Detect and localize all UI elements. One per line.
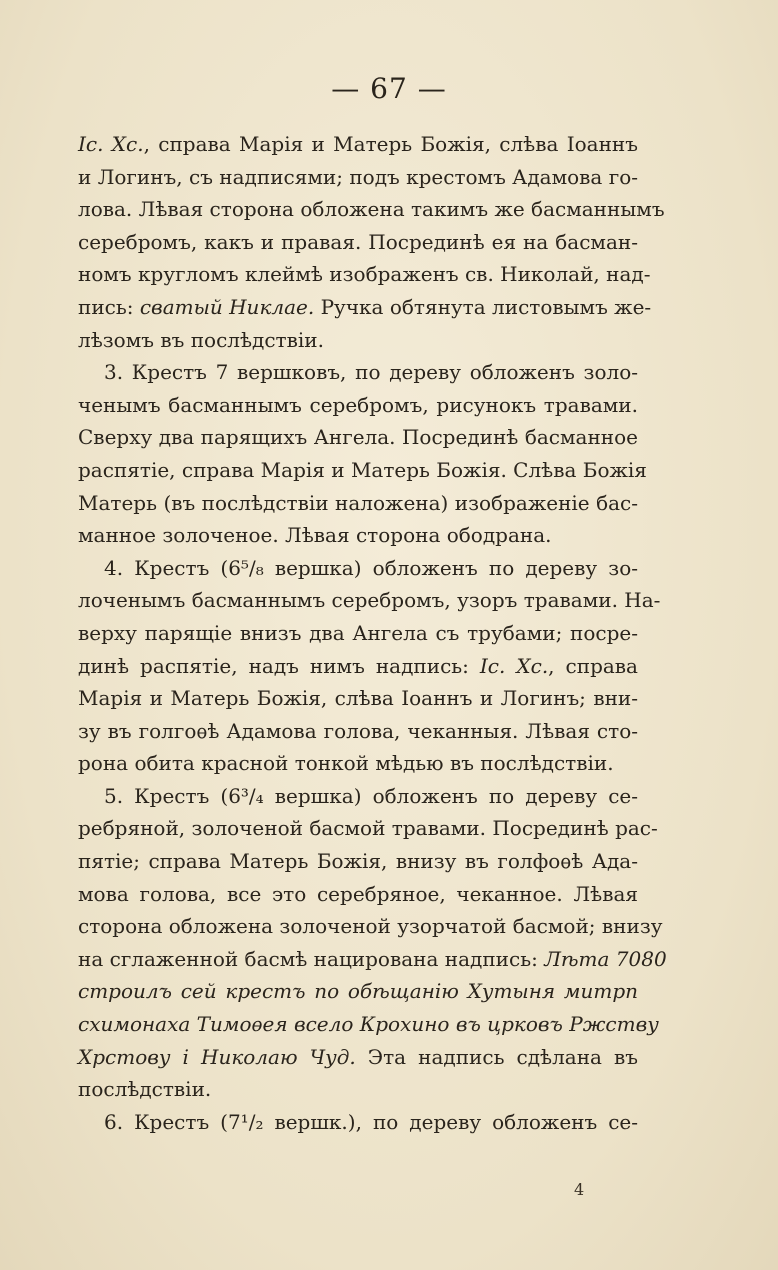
text-line (78, 389, 638, 422)
text-segment: Марія и Матерь Божія, слѣва Іоаннъ и Логинъ; вни- (78, 686, 638, 711)
text-line (78, 1106, 638, 1139)
text-line (78, 845, 638, 878)
text-segment: распятіе, справа Марія и Матерь Божія. Слѣва Божія (78, 457, 647, 482)
text-segment: 3. Крестъ 7 вершковъ, по дереву обложенъ золо- (104, 360, 638, 385)
text-segment: номъ кругломъ клеймѣ изображенъ св. Николай, над- (78, 262, 651, 287)
text-segment: рона обита красной тонкой мѣдью въ послѣдствіи. (78, 751, 614, 776)
italic-text-segment: строилъ сей крестъ по обѣщанію Хутыня митрп (78, 979, 638, 1004)
text-line (78, 454, 647, 487)
text-segment: пись: (78, 294, 140, 319)
text-segment: 5. Крестъ (6³/₄ вершка) обложенъ по дереву се- (104, 783, 638, 808)
text-segment: , справа Марія и Матерь Божія, слѣва Іоаннъ (143, 132, 638, 156)
text-line (78, 193, 665, 226)
text-segment: сторона обложена золоченой узорчатой басмой; внизу (78, 914, 663, 939)
text-line (78, 421, 638, 454)
text-segment: и Логинъ, съ надписями; подъ крестомъ Адамова го- (78, 164, 638, 189)
text-line (78, 552, 638, 585)
text-segment: послѣдствіи. (78, 1077, 212, 1102)
text-line (78, 519, 638, 552)
text-line (78, 584, 661, 617)
text-line (78, 161, 638, 194)
text-segment: лоченымъ басманнымъ серебромъ, узоръ травами. На- (78, 588, 661, 613)
text-segment: , справа (548, 653, 638, 678)
text-segment: на сглаженной басмѣ нацирована надпись: (78, 946, 545, 971)
text-line (78, 1008, 659, 1041)
text-line (78, 780, 638, 813)
text-segment: пятіе; справа Матерь Божія, внизу въ голфоѳѣ Ада- (78, 849, 638, 874)
text-segment: манное золоченое. Лѣвая сторона ободрана. (78, 523, 552, 548)
text-line (78, 128, 638, 161)
italic-text-segment: Хрстову і Николаю Чуд. (78, 1044, 356, 1069)
signature-mark: 4 (574, 1180, 585, 1199)
body-text (78, 128, 667, 1138)
text-segment: серебромъ, какъ и правая. Посрединѣ ея на басман- (78, 229, 638, 254)
text-line (78, 975, 638, 1008)
text-line (78, 812, 658, 845)
text-line (78, 943, 667, 976)
text-segment: лова. Лѣвая сторона обложена такимъ же басманнымъ (78, 197, 665, 222)
text-line (78, 324, 638, 357)
text-segment: Матерь (въ послѣдствіи наложена) изображеніе бас- (78, 490, 638, 515)
text-line (78, 487, 638, 520)
text-line (78, 617, 638, 650)
text-line (78, 747, 638, 780)
text-segment: Сверху два парящихъ Ангела. Посрединѣ басманное (78, 425, 638, 450)
text-segment: верху парящіе внизъ два Ангела съ трубами; посре- (78, 620, 638, 645)
text-line (78, 1073, 638, 1106)
text-line (78, 1041, 638, 1074)
text-segment: ченымъ басманнымъ серебромъ, рисунокъ травами. (78, 392, 638, 417)
text-line (78, 910, 663, 943)
text-line (78, 291, 652, 324)
text-line (78, 356, 638, 389)
text-segment: Эта надпись сдѣлана въ (355, 1044, 639, 1069)
text-line (78, 650, 638, 683)
text-line (78, 682, 638, 715)
italic-text-segment: Лѣта 7080 (544, 946, 667, 971)
italic-text-segment: сватый Никлае. (139, 294, 315, 319)
text-line (78, 715, 638, 748)
text-segment: Ручка обтянута листовымъ же- (314, 294, 652, 319)
italic-text-segment: схимонаха Тимоѳея всело Крохино въ црковъ Ржству (78, 1012, 659, 1037)
text-segment: динѣ распятіе, надъ нимъ надпись: (78, 653, 480, 678)
text-segment: мова голова, все это серебряное, чеканное. Лѣвая (78, 881, 638, 906)
text-segment: лѣзомъ въ послѣдствіи. (78, 327, 324, 352)
text-segment: 6. Крестъ (7¹/₂ вершк.), по дереву обложенъ се- (104, 1109, 638, 1134)
page-number: — 67 — (331, 72, 447, 105)
text-line (78, 258, 651, 291)
italic-text-segment: Ic. Xc. (479, 653, 549, 678)
text-segment: ребряной, золоченой басмой травами. Посрединѣ рас- (78, 816, 658, 841)
text-line (78, 878, 638, 911)
text-segment: зу въ голгоѳѣ Адамова голова, чеканныя. Лѣвая сто- (78, 718, 638, 743)
italic-text-segment: Ic. Xc. (78, 132, 144, 156)
text-segment: 4. Крестъ (6⁵/₈ вершка) обложенъ по дереву зо- (104, 555, 638, 580)
text-line (78, 226, 638, 259)
